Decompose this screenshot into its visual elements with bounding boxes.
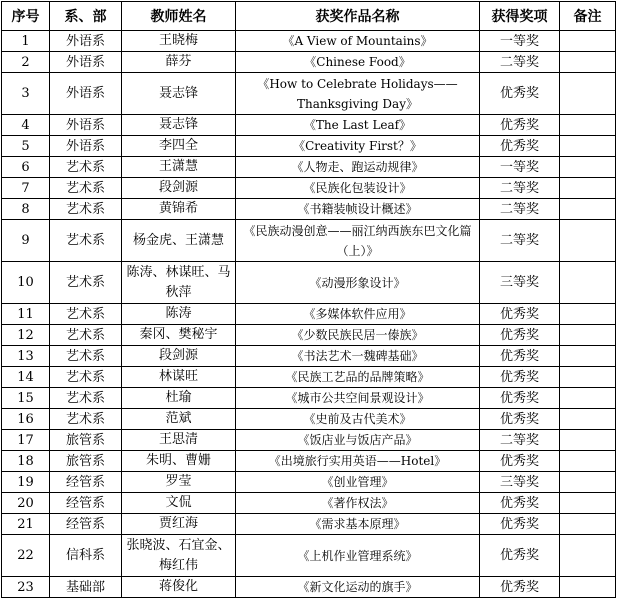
cell-dept: 艺术系 — [50, 409, 122, 430]
cell-note — [560, 493, 616, 514]
cell-award: 二等奖 — [480, 430, 560, 451]
header-row — [2, 2, 616, 31]
cell-dept: 基础部 — [50, 577, 122, 598]
table-row — [2, 220, 616, 262]
cell-teacher: 薛芬 — [122, 52, 236, 73]
cell-work: 《动漫形象设计》 — [236, 262, 480, 304]
table-body — [2, 31, 616, 598]
cell-work: 《著作权法》 — [236, 493, 480, 514]
cell-note — [560, 325, 616, 346]
cell-teacher: 文侃 — [122, 493, 236, 514]
cell-no: 9 — [2, 220, 50, 262]
table-row — [2, 157, 616, 178]
cell-dept: 艺术系 — [50, 367, 122, 388]
cell-teacher: 聂志锋 — [122, 115, 236, 136]
table-row — [2, 31, 616, 52]
cell-teacher: 黄锦希 — [122, 199, 236, 220]
cell-note — [560, 535, 616, 577]
cell-no: 2 — [2, 52, 50, 73]
cell-dept: 艺术系 — [50, 325, 122, 346]
cell-work: 《少数民族民居一傣族》 — [236, 325, 480, 346]
cell-dept: 外语系 — [50, 73, 122, 115]
table-row — [2, 304, 616, 325]
cell-work: 《上机作业管理系统》 — [236, 535, 480, 577]
cell-note — [560, 409, 616, 430]
table-row — [2, 73, 616, 115]
cell-teacher: 张晓波、石宜金、梅红伟 — [122, 535, 236, 577]
cell-no: 13 — [2, 346, 50, 367]
table-row — [2, 325, 616, 346]
table-row — [2, 451, 616, 472]
cell-teacher: 蒋俊化 — [122, 577, 236, 598]
table-row — [2, 514, 616, 535]
cell-award: 三等奖 — [480, 262, 560, 304]
cell-award: 优秀奖 — [480, 136, 560, 157]
cell-award: 优秀奖 — [480, 346, 560, 367]
cell-work: 《Chinese Food》 — [236, 52, 480, 73]
header-award: 获得奖项 — [480, 2, 560, 31]
table-row — [2, 367, 616, 388]
cell-work: 《The Last Leaf》 — [236, 115, 480, 136]
cell-dept: 外语系 — [50, 52, 122, 73]
cell-work: 《城市公共空间景观设计》 — [236, 388, 480, 409]
cell-note — [560, 52, 616, 73]
cell-teacher: 王思清 — [122, 430, 236, 451]
table-row — [2, 346, 616, 367]
cell-work: 《饭店业与饭店产品》 — [236, 430, 480, 451]
cell-no: 21 — [2, 514, 50, 535]
cell-dept: 艺术系 — [50, 178, 122, 199]
cell-no: 14 — [2, 367, 50, 388]
cell-dept: 艺术系 — [50, 157, 122, 178]
cell-teacher: 段剑源 — [122, 346, 236, 367]
cell-no: 5 — [2, 136, 50, 157]
cell-note — [560, 262, 616, 304]
cell-note — [560, 136, 616, 157]
cell-teacher: 段剑源 — [122, 178, 236, 199]
cell-dept: 艺术系 — [50, 262, 122, 304]
cell-teacher: 杜瑜 — [122, 388, 236, 409]
cell-award: 三等奖 — [480, 472, 560, 493]
cell-no: 23 — [2, 577, 50, 598]
cell-note — [560, 577, 616, 598]
table-row — [2, 136, 616, 157]
header-no: 序号 — [2, 2, 50, 31]
table-row — [2, 430, 616, 451]
cell-note — [560, 157, 616, 178]
cell-award: 优秀奖 — [480, 325, 560, 346]
cell-teacher: 罗莹 — [122, 472, 236, 493]
table-row — [2, 262, 616, 304]
cell-no: 22 — [2, 535, 50, 577]
cell-note — [560, 346, 616, 367]
cell-work: 《新文化运动的旗手》 — [236, 577, 480, 598]
cell-work: 《民族动漫创意——丽江纳西族东巴文化篇（上）》 — [236, 220, 480, 262]
cell-award: 优秀奖 — [480, 115, 560, 136]
cell-award: 二等奖 — [480, 220, 560, 262]
cell-dept: 旅管系 — [50, 451, 122, 472]
cell-no: 1 — [2, 31, 50, 52]
cell-no: 8 — [2, 199, 50, 220]
award-table — [1, 1, 616, 598]
cell-note — [560, 73, 616, 115]
cell-dept: 艺术系 — [50, 220, 122, 262]
cell-work: 《Creativity First？》 — [236, 136, 480, 157]
table-row — [2, 409, 616, 430]
cell-note — [560, 472, 616, 493]
cell-dept: 外语系 — [50, 31, 122, 52]
cell-work: 《How to Celebrate Holidays——Thanksgiving Day》 — [236, 73, 480, 115]
table-row — [2, 577, 616, 598]
cell-dept: 经管系 — [50, 472, 122, 493]
cell-dept: 艺术系 — [50, 199, 122, 220]
cell-award: 优秀奖 — [480, 409, 560, 430]
cell-teacher: 范斌 — [122, 409, 236, 430]
cell-note — [560, 451, 616, 472]
table-row — [2, 52, 616, 73]
cell-award: 二等奖 — [480, 178, 560, 199]
cell-work: 《书法艺术一魏碑基础》 — [236, 346, 480, 367]
cell-note — [560, 514, 616, 535]
cell-note — [560, 304, 616, 325]
cell-work: 《出境旅行实用英语——Hotel》 — [236, 451, 480, 472]
cell-award: 优秀奖 — [480, 514, 560, 535]
cell-no: 16 — [2, 409, 50, 430]
cell-teacher: 王晓梅 — [122, 31, 236, 52]
cell-note — [560, 367, 616, 388]
cell-teacher: 李四全 — [122, 136, 236, 157]
cell-note — [560, 115, 616, 136]
table-row — [2, 535, 616, 577]
cell-teacher: 陈涛 — [122, 304, 236, 325]
cell-no: 10 — [2, 262, 50, 304]
cell-award: 一等奖 — [480, 31, 560, 52]
cell-award: 二等奖 — [480, 199, 560, 220]
cell-teacher: 王潇慧 — [122, 157, 236, 178]
cell-no: 7 — [2, 178, 50, 199]
cell-award: 优秀奖 — [480, 304, 560, 325]
cell-teacher: 秦冈、樊秘宇 — [122, 325, 236, 346]
cell-note — [560, 199, 616, 220]
cell-work: 《民族工艺品的品牌策略》 — [236, 367, 480, 388]
cell-no: 4 — [2, 115, 50, 136]
cell-no: 20 — [2, 493, 50, 514]
cell-dept: 旅管系 — [50, 430, 122, 451]
cell-teacher: 陈涛、林谋旺、马秋萍 — [122, 262, 236, 304]
cell-dept: 外语系 — [50, 115, 122, 136]
table-row — [2, 115, 616, 136]
cell-note — [560, 220, 616, 262]
cell-note — [560, 178, 616, 199]
cell-no: 15 — [2, 388, 50, 409]
table-row — [2, 472, 616, 493]
cell-no: 3 — [2, 73, 50, 115]
header-dept: 系、部 — [50, 2, 122, 31]
cell-award: 二等奖 — [480, 52, 560, 73]
cell-no: 11 — [2, 304, 50, 325]
cell-no: 17 — [2, 430, 50, 451]
cell-award: 一等奖 — [480, 157, 560, 178]
cell-work: 《史前及古代美术》 — [236, 409, 480, 430]
cell-no: 18 — [2, 451, 50, 472]
cell-work: 《人物走、跑运动规律》 — [236, 157, 480, 178]
cell-dept: 经管系 — [50, 493, 122, 514]
cell-teacher: 聂志锋 — [122, 73, 236, 115]
cell-award: 优秀奖 — [480, 73, 560, 115]
cell-work: 《民族化包装设计》 — [236, 178, 480, 199]
cell-dept: 艺术系 — [50, 346, 122, 367]
cell-no: 19 — [2, 472, 50, 493]
cell-dept: 信科系 — [50, 535, 122, 577]
cell-dept: 艺术系 — [50, 388, 122, 409]
cell-teacher: 贾红海 — [122, 514, 236, 535]
header-note: 备注 — [560, 2, 616, 31]
cell-teacher: 杨金虎、王潇慧 — [122, 220, 236, 262]
cell-work: 《书籍装帧设计概述》 — [236, 199, 480, 220]
cell-work: 《多媒体软件应用》 — [236, 304, 480, 325]
cell-note — [560, 31, 616, 52]
cell-no: 6 — [2, 157, 50, 178]
cell-note — [560, 430, 616, 451]
cell-note — [560, 388, 616, 409]
cell-work: 《创业管理》 — [236, 472, 480, 493]
cell-award: 优秀奖 — [480, 493, 560, 514]
table-row — [2, 178, 616, 199]
header-work: 获奖作品名称 — [236, 2, 480, 31]
cell-dept: 艺术系 — [50, 304, 122, 325]
cell-award: 优秀奖 — [480, 577, 560, 598]
cell-no: 12 — [2, 325, 50, 346]
cell-award: 优秀奖 — [480, 367, 560, 388]
cell-award: 优秀奖 — [480, 535, 560, 577]
cell-award: 优秀奖 — [480, 388, 560, 409]
table-row — [2, 388, 616, 409]
cell-dept: 经管系 — [50, 514, 122, 535]
header-teacher: 教师姓名 — [122, 2, 236, 31]
cell-teacher: 朱明、曹姗 — [122, 451, 236, 472]
table-row — [2, 493, 616, 514]
cell-dept: 外语系 — [50, 136, 122, 157]
cell-teacher: 林谋旺 — [122, 367, 236, 388]
cell-work: 《A View of Mountains》 — [236, 31, 480, 52]
table-row — [2, 199, 616, 220]
cell-award: 优秀奖 — [480, 451, 560, 472]
cell-work: 《需求基本原理》 — [236, 514, 480, 535]
